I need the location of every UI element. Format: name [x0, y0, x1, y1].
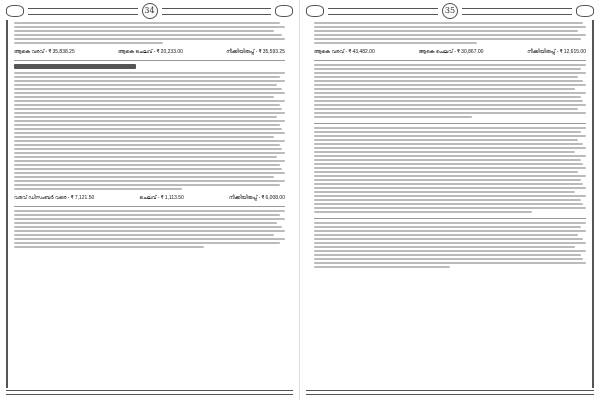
left-header-band [6, 4, 293, 18]
scroll-ornament-icon [576, 5, 594, 17]
amount-summary-row: ആകെ വരവ് - ₹ 43,482.00 ആകെ ചെലവ് - ₹ 30,867.00 നീക്കിയിരുപ്പ് - ₹ 12,615.00 [314, 49, 586, 55]
scroll-ornament-icon [275, 5, 293, 17]
left-border-ornament [0, 20, 8, 388]
right-header-band [306, 4, 594, 18]
page-number: 35 [442, 3, 458, 19]
amount-summary-row: ആകെ വരവ് - ₹ 35,838.25 ആകെ ചെലവ് - ₹ 20,233.00 നീക്കിയിരുപ്പ് - ₹ 35,593.25 [14, 49, 285, 55]
divider [314, 60, 586, 61]
body-paragraph [14, 210, 285, 248]
body-paragraph [14, 22, 285, 44]
right-border-ornament [592, 20, 600, 388]
right-page [300, 0, 600, 400]
left-page-content [14, 22, 285, 382]
amount-summary-row: വരവ് ഡിസംബർ വരെ - ₹ 7,121.50 ചെലവ് - ₹ 1,113.50 നീക്കിയിരുപ്പ് - ₹ 6,008.00 [14, 195, 285, 201]
scroll-ornament-icon [306, 5, 324, 17]
right-footer-band [306, 388, 594, 396]
body-paragraph [314, 22, 586, 44]
body-paragraph [314, 222, 586, 268]
right-page-content [314, 22, 586, 382]
body-paragraph [314, 127, 586, 213]
scroll-ornament-icon [6, 5, 24, 17]
left-footer-band [6, 388, 293, 396]
body-paragraph [314, 64, 586, 118]
divider [14, 206, 285, 207]
divider [314, 218, 586, 219]
page-number: 34 [142, 3, 158, 19]
divider [314, 123, 586, 124]
body-paragraph [14, 72, 285, 190]
divider [14, 60, 285, 61]
section-heading [14, 64, 136, 69]
